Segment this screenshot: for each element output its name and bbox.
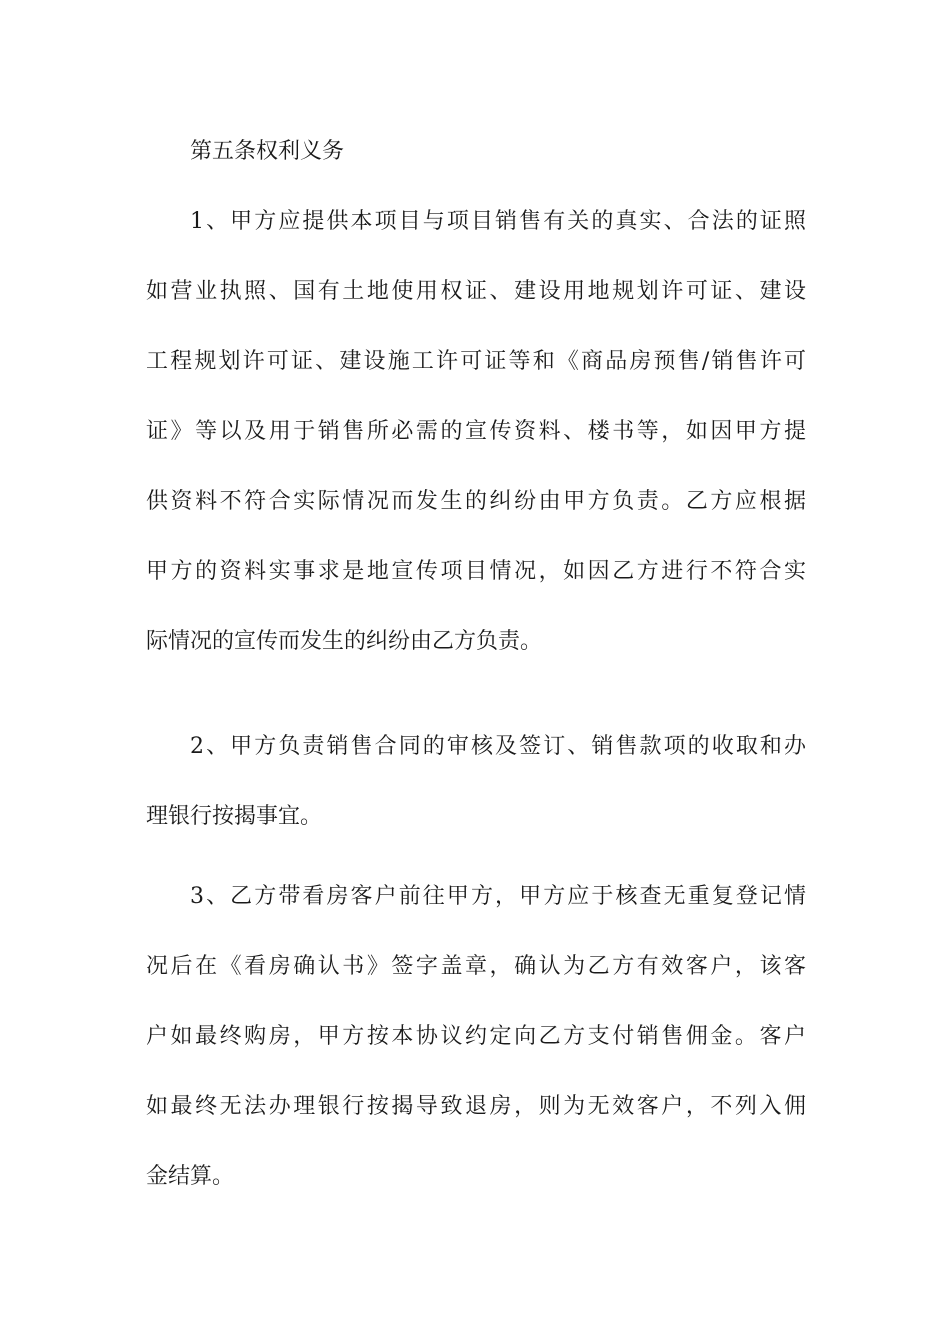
paragraph-line: 2、甲方负责销售合同的审核及签订、销售款项的收取和办 xyxy=(190,734,806,759)
paragraph-line: 况后在《看房确认书》签字盖章，确认为乙方有效客户，该客 xyxy=(146,954,806,979)
paragraph-line: 理银行按揭事宜。 xyxy=(146,804,323,829)
paragraph-line: 1、甲方应提供本项目与项目销售有关的真实、合法的证照 xyxy=(190,209,806,234)
paragraph-line: 证》等以及用于销售所必需的宣传资料、楼书等，如因甲方提 xyxy=(146,419,806,444)
section-heading: 第五条权利义务 xyxy=(190,139,345,164)
paragraph-line: 如最终无法办理银行按揭导致退房，则为无效客户，不列入佣 xyxy=(146,1094,806,1119)
paragraph-line: 3、乙方带看房客户前往甲方，甲方应于核查无重复登记情 xyxy=(190,884,806,909)
paragraph-line: 金结算。 xyxy=(146,1164,235,1189)
paragraph-line: 如营业执照、国有土地使用权证、建设用地规划许可证、建设 xyxy=(146,279,806,304)
paragraph-line: 甲方的资料实事求是地宣传项目情况，如因乙方进行不符合实 xyxy=(146,559,806,584)
paragraph-line: 际情况的宣传而发生的纠纷由乙方负责。 xyxy=(146,629,543,654)
paragraph-line: 工程规划许可证、建设施工许可证等和《商品房预售/销售许可 xyxy=(146,349,806,374)
paragraph-line: 供资料不符合实际情况而发生的纠纷由甲方负责。乙方应根据 xyxy=(146,489,806,514)
paragraph-line: 户如最终购房，甲方按本协议约定向乙方支付销售佣金。客户 xyxy=(146,1024,806,1049)
